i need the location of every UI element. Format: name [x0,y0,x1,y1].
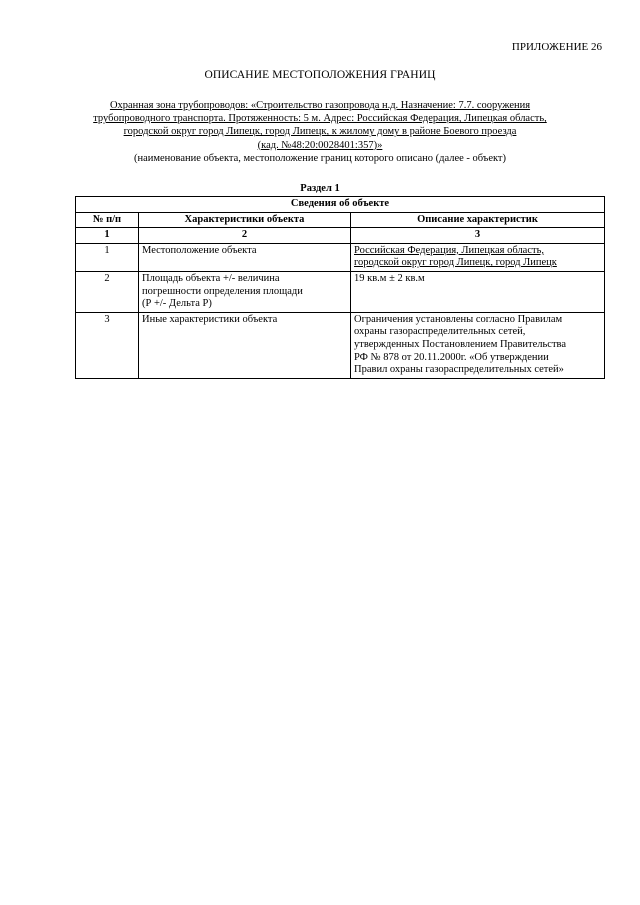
table-column-numbers-row [76,228,605,244]
document-title: ОПИСАНИЕ МЕСТОПОЛОЖЕНИЯ ГРАНИЦ [204,69,436,81]
column-header-description: Описание характеристик [351,212,605,228]
column-header-characteristic: Характеристики объекта [139,212,351,228]
row-number: 2 [76,271,139,312]
object-description-line-4: (кад. №48:20:0028401:357)» [257,139,383,151]
object-description-line-3: городской округ город Липецк, город Липецк, к жилому дому в районе Боевого проезда [123,126,517,138]
row-description-line: Ограничения установлены согласно Правилам [354,313,563,325]
row-description-line: городской округ город Липецк, город Липецк [354,257,557,269]
row-description [351,312,605,378]
object-description [72,99,568,165]
row-description-line: Правил охраны газораспределительных сетей» [354,364,564,376]
column-number-3: 3 [351,228,605,244]
row-characteristic [139,271,351,312]
column-header-num: № п/п [76,212,139,228]
table-row [76,271,605,312]
row-number: 3 [76,312,139,378]
object-info-table [75,196,605,379]
row-description-line: утвержденных Постановлением Правительства [354,338,567,350]
section-title: Раздел 1 [300,183,340,194]
row-characteristic-line: Площадь объекта +/- величина [142,272,280,284]
column-number-1: 1 [76,228,139,244]
row-characteristic-line: погрешности определения площади [142,285,303,297]
table-row [76,312,605,378]
row-characteristic-line: (Р +/- Дельта Р) [142,298,212,310]
object-description-line-2: трубопроводного транспорта. Протяженность: 5 м. Адрес: Российская Федерация, Липецкая область, [93,113,547,125]
object-description-note: (наименование объекта, местоположение границ которого описано (далее - объект) [133,152,507,164]
row-characteristic: Иные характеристики объекта [139,312,351,378]
object-description-line-1: Охранная зона трубопроводов: «Строительство газопровода н.д. Назначение: 7.7. сооружения [109,100,531,111]
row-description-line: РФ № 878 от 20.11.2000г. «Об утверждении [354,351,549,363]
row-description: 19 кв.м ± 2 кв.м [351,271,605,312]
row-characteristic: Местоположение объекта [139,243,351,271]
table-caption: Сведения об объекте [76,197,605,213]
row-description [351,243,605,271]
row-description-line: Российская Федерация, Липецкая область, [354,244,545,256]
table-row [76,243,605,271]
appendix-label: ПРИЛОЖЕНИЕ 26 [511,41,602,53]
column-number-2: 2 [139,228,351,244]
table-caption-row [76,197,605,213]
row-description-line: охраны газораспределительных сетей, [354,326,526,338]
row-number: 1 [76,243,139,271]
table-header-row [76,212,605,228]
